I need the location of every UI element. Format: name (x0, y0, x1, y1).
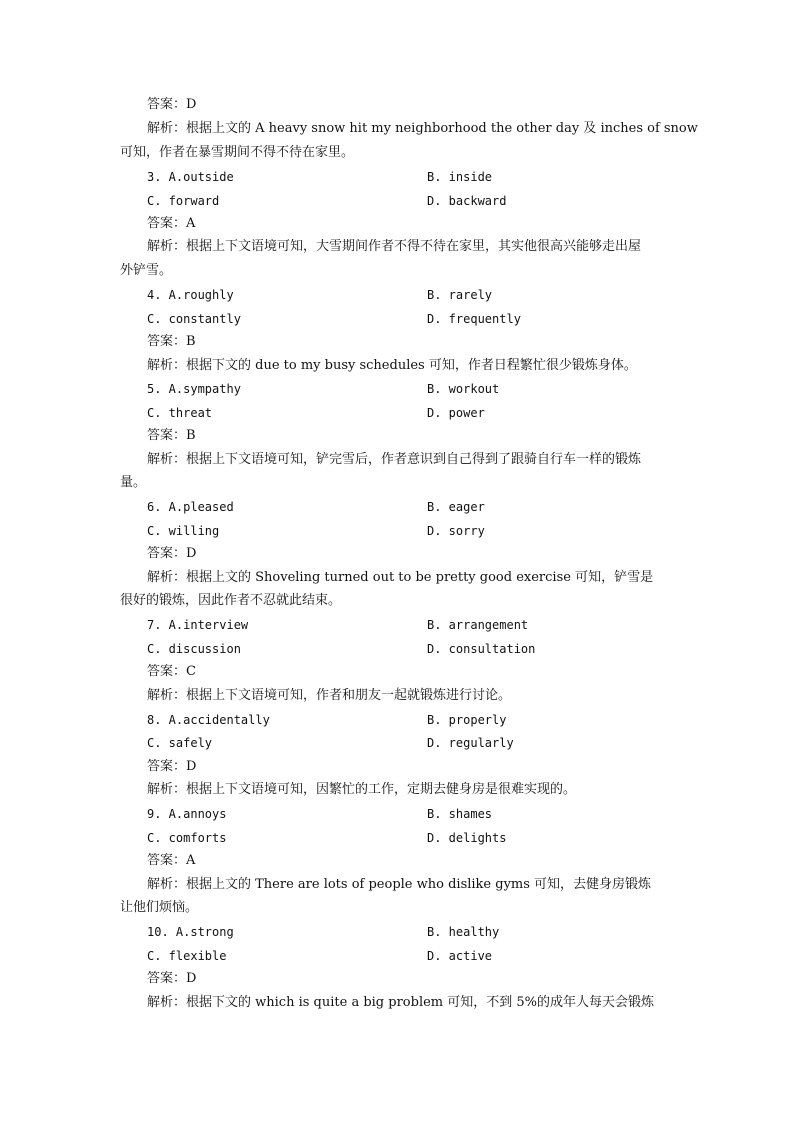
analysis-line: 解析：根据下文的 due to my busy schedules 可知，作者日程繁忙很少锻炼身体。 (147, 358, 637, 373)
analysis-line: 很好的锻炼，因此作者不忍就此结束。 (120, 593, 342, 608)
option-a: 4. A.roughly (147, 288, 234, 302)
option-d: D. backward (427, 194, 507, 208)
option-d: D. consultation (427, 642, 536, 656)
option-d: D. active (427, 949, 493, 963)
analysis-line: 解析：根据上文的 Shoveling turned out to be pretty good exercise 可知，铲雪是 (147, 570, 654, 585)
analysis-line: 解析：根据上下文语境可知，作者和朋友一起就锻炼进行讨论。 (147, 688, 512, 703)
option-a: 9. A.annoys (147, 807, 227, 821)
option-a: 10. A.strong (147, 925, 234, 939)
option-a: 5. A.sympathy (147, 382, 241, 396)
answer-line: 答案：D (147, 759, 197, 774)
answer-line: 答案：A (147, 216, 196, 231)
option-a: 3. A.outside (147, 170, 234, 184)
option-d: D. frequently (427, 312, 521, 326)
option-c: C. constantly (147, 312, 241, 326)
answer-line: 答案：B (147, 334, 196, 349)
option-c: C. safely (147, 736, 213, 750)
option-d: D. sorry (427, 524, 485, 538)
option-b: B. healthy (427, 925, 500, 939)
option-c: C. threat (147, 406, 213, 420)
analysis-line: 外铲雪。 (120, 263, 173, 278)
option-c: C. comforts (147, 831, 227, 845)
option-a: 7. A.interview (147, 618, 249, 632)
answer-line: 答案：D (147, 546, 197, 561)
option-c: C. flexible (147, 949, 227, 963)
option-d: D. power (427, 406, 485, 420)
answer-line: 答案：A (147, 853, 196, 868)
option-d: D. regularly (427, 736, 514, 750)
option-b: B. arrangement (427, 618, 529, 632)
answer-line: 答案：B (147, 428, 196, 443)
analysis-line: 解析：根据上文的 There are lots of people who dislike gyms 可知，去健身房锻炼 (147, 877, 652, 892)
option-a: 6. A.pleased (147, 500, 234, 514)
option-b: B. workout (427, 382, 500, 396)
answer-line: 答案：D (147, 971, 197, 986)
answer-line: 答案：D (147, 97, 197, 112)
analysis-line: 解析：根据上文的 A heavy snow hit my neighborhood the other day 及 inches of snow (147, 121, 698, 136)
option-c: C. forward (147, 194, 220, 208)
analysis-line: 解析：根据下文的 which is quite a big problem 可知，不到 5%的成年人每天会锻炼 (147, 995, 655, 1010)
option-b: B. rarely (427, 288, 493, 302)
option-c: C. willing (147, 524, 220, 538)
analysis-line: 可知，作者在暴雪期间不得不待在家里。 (120, 145, 355, 160)
answer-line: 答案：C (147, 664, 196, 679)
option-b: B. inside (427, 170, 493, 184)
option-c: C. discussion (147, 642, 241, 656)
option-b: B. properly (427, 713, 507, 727)
analysis-line: 让他们烦恼。 (120, 900, 199, 915)
option-a: 8. A.accidentally (147, 713, 270, 727)
option-b: B. eager (427, 500, 485, 514)
analysis-line: 量。 (120, 475, 147, 490)
option-d: D. delights (427, 831, 507, 845)
analysis-line: 解析：根据上下文语境可知，大雪期间作者不得不待在家里，其实他很高兴能够走出屋 (147, 239, 642, 254)
option-b: B. shames (427, 807, 493, 821)
analysis-line: 解析：根据上下文语境可知，铲完雪后，作者意识到自己得到了跟骑自行车一样的锻炼 (147, 452, 642, 467)
analysis-line: 解析：根据上下文语境可知，因繁忙的工作，定期去健身房是很难实现的。 (147, 782, 577, 797)
